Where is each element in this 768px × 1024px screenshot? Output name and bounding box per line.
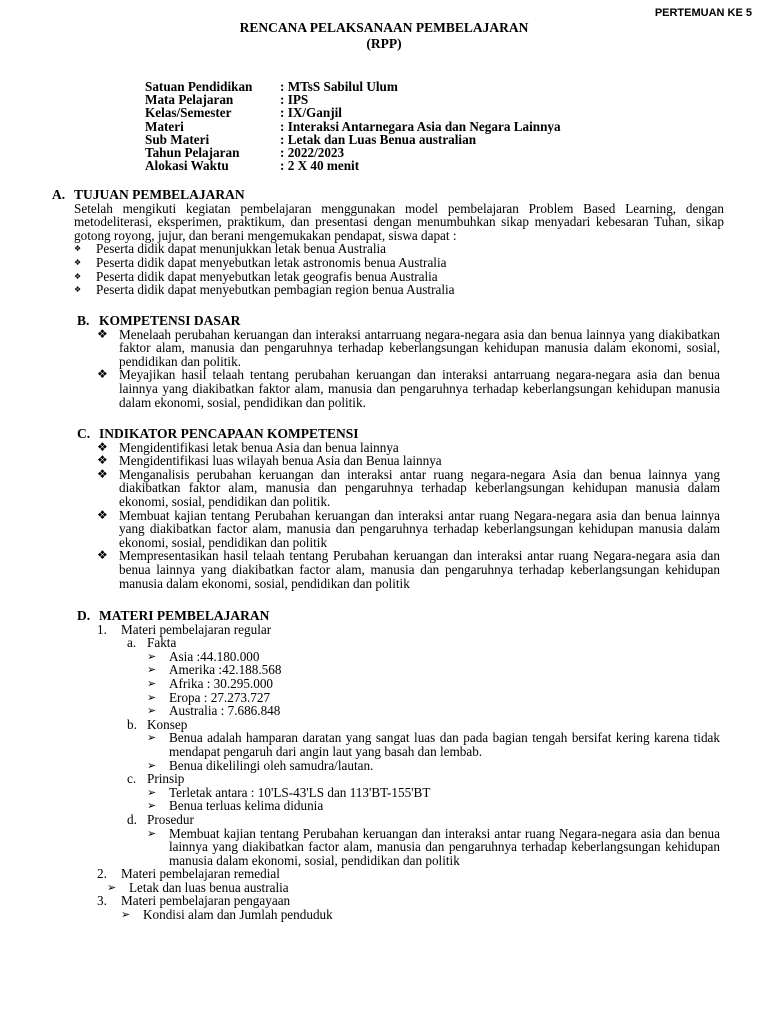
info-value: : Letak dan Luas Benua australian [280,131,477,147]
section-kompetensi-dasar [77,314,720,409]
list-item [147,799,720,813]
list-item [74,270,724,284]
section-heading [77,314,720,328]
list-item [97,368,720,409]
list-item-text: Meyajikan hasil telaah tentang perubahan keruangan dan interaksi antarruang negara-negara asia dan benua lainnya yang diakibatkan faktor alam, manusia dan pengaruhnya terhadap keberlangsungan kehidupan manusia dalam ekonomi, sosial, pendidikan dan politik. [119,367,720,410]
list-item [147,827,720,868]
list-item-text: Membuat kajian tentang Perubahan keruangan dan interaksi antar ruang Negara-negara asia dan benua lainnya yang diakibatkan factor alam, manusia dan pengaruhnya terhadap keberlangsungan kehidupan manusia dalam ekonomi, sosial, pendidikan dan politik [119,507,720,550]
section-title: MATERI PEMBELAJARAN [99,608,270,623]
info-value: : MTsS Sabilul Ulum [280,79,398,94]
list-item [107,881,720,895]
diamond-bullet-icon: ❖ [97,466,108,481]
section-title: TUJUAN PEMBELAJARAN [74,187,245,202]
list-item [74,242,724,256]
arrow-bullet-icon: ➢ [147,676,157,690]
diamond-bullet-icon: ❖ [97,326,108,341]
item-text: Materi pembelajaran regular [121,621,272,637]
diamond-bullet-icon: ❖ [97,367,108,382]
diamond-bullet-icon: ❖ [97,507,108,522]
numbered-item [97,867,720,881]
list-item-text: Benua terluas kelima didunia [169,798,324,814]
item-text: Materi pembelajaran pengayaan [121,893,291,909]
list-item-text: Mempresentasikan hasil telaah tentang Perubahan keruangan dan interaksi antar ruang Negara-negara asia dan benua lainnya yang diakibatkan factor alam, manusia dan pengaruhnya terhadap keberlangsungan kehidupan manusia dalam ekonomi, sosial, pendidikan dan politik [119,548,720,591]
sub-letter: d. [127,811,137,827]
list-item-text: Benua adalah hamparan daratan yang sangat luas dan pada bagian tengah bersifat kering karena tidak mendapat pengaruh dari angin laut yang basah dan lembab. [169,730,720,759]
numbered-item [97,623,720,637]
info-label: Tahun Pelajaran [145,144,240,160]
list-item [97,468,720,509]
section-indikator [77,427,720,590]
list-item [147,677,720,691]
numbered-item [97,894,720,908]
list-item [147,731,720,758]
info-label: Materi [145,118,184,134]
info-value: : 2 X 40 menit [280,158,360,174]
list-item-text: Peserta didik dapat menyebutkan letak geografis benua Australia [96,268,438,284]
info-row [145,133,561,146]
list-item-text: Peserta didik dapat menyebutkan pembagian region benua Australia [96,282,455,298]
arrow-bullet-icon: ➢ [147,758,157,772]
section-heading [52,188,724,202]
section-letter: B. [77,313,90,328]
info-label: Alokasi Waktu [145,158,229,174]
list-item-text: Peserta didik dapat menyebutkan letak astronomis benua Australia [96,254,447,270]
list-item [147,704,720,718]
list-item [147,691,720,705]
list-item [97,549,720,590]
section-heading [77,609,720,623]
list-item-text: Asia :44.180.000 [169,648,260,664]
intro-paragraph: Setelah mengikuti kegiatan pembelajaran menggunakan model pembelajaran Problem Based Learning, dengan metodeliterasi, eksperimen, praktikum, dan presentasi dengan menumbuhkan sikap menyadari kebesaran Tuhan, sikap gotong royong, jujur, dan berani mengemukakan pendapat, siswa dapat : [74,200,724,243]
section-title: KOMPETENSI DASAR [99,313,241,328]
info-label: Mata Pelajaran [145,92,234,108]
sub-label: Prinsip [147,771,185,787]
diamond-bullet-icon: ❖ [74,244,82,254]
list-item-text: Amerika :42.188.568 [169,662,282,678]
info-row [145,120,561,133]
diamond-bullet-icon: ❖ [74,285,82,295]
list-item [97,441,720,455]
identity-block [145,80,561,172]
arrow-bullet-icon: ➢ [147,663,157,677]
arrow-bullet-icon: ➢ [147,690,157,704]
list-item-text: Afrika : 30.295.000 [169,675,274,691]
info-value: : IX/Ganjil [280,105,342,121]
info-row [145,159,561,172]
diamond-bullet-icon: ❖ [74,257,82,267]
list-item [97,454,720,468]
section-letter: A. [52,187,66,202]
arrow-bullet-icon: ➢ [107,880,117,894]
list-item-text: Peserta didik dapat menunjukkan letak benua Australia [96,241,387,257]
list-item-text: Menelaah perubahan keruangan dan interaksi antarruang negara-negara asia dan benua lainnya yang diakibatkan faktor alam, manusia dan pengaruhnya terhadap keberlangsungan kehidupan manusia dalam ekonomi, sosial, pendidikan dan politik. [119,326,720,369]
sub-item [127,813,720,827]
item-number: 2. [97,866,107,882]
item-text: Materi pembelajaran remedial [121,866,280,882]
list-item-text: Australia : 7.686.848 [169,703,281,719]
list-item-text: Terletak antara : 10'LS-43'LS dan 113'BT-155'BT [169,784,431,800]
diamond-bullet-icon: ❖ [97,439,108,454]
pertemuan-label: PERTEMUAN KE 5 [654,7,752,19]
list-item-text: Eropa : 27.273.727 [169,689,271,705]
sub-label: Fakta [147,635,177,651]
section-letter: C. [77,426,91,441]
list-item-text: Letak dan luas benua australia [129,879,289,895]
sub-label: Konsep [147,716,188,732]
section-title: INDIKATOR PENCAPAAN KOMPETENSI [99,426,359,441]
list-item [74,283,724,297]
list-item [121,908,720,922]
section-tujuan [52,188,724,297]
list-item-text: Kondisi alam dan Jumlah penduduk [143,907,333,923]
list-item-text: Membuat kajian tentang Perubahan keruangan dan interaksi antar ruang Negara-negara asia dan benua lainnya yang diakibatkan factor alam, manusia dan pengaruhnya terhadap keberlangsungan kehidupan manusia dalam ekonomi, sosial, pendidikan dan politik [169,825,720,868]
diamond-bullet-icon: ❖ [97,453,108,468]
sub-letter: c. [127,771,137,787]
list-item [147,663,720,677]
list-item-text: Benua dikelilingi oleh samudra/lautan. [169,757,374,773]
list-item-text: Mengidentifikasi letak benua Asia dan benua lainnya [119,439,399,455]
section-materi [77,609,720,922]
sub-item [127,636,720,650]
arrow-bullet-icon: ➢ [121,908,131,922]
sub-label: Prosedur [147,811,194,827]
diamond-bullet-icon: ❖ [74,271,82,281]
info-value: : IPS [280,92,309,108]
arrow-bullet-icon: ➢ [147,799,157,813]
info-label: Kelas/Semester [145,105,232,121]
arrow-bullet-icon: ➢ [147,704,157,718]
list-item [147,786,720,800]
arrow-bullet-icon: ➢ [147,649,157,663]
sub-item [127,772,720,786]
item-number: 1. [97,621,107,637]
section-heading [77,427,720,441]
info-value: : Interaksi Antarnegara Asia dan Negara Lainnya [280,118,561,134]
sub-letter: a. [127,635,137,651]
item-number: 3. [97,893,107,909]
sub-letter: b. [127,716,137,732]
document-subtitle: (RPP) [366,36,402,51]
info-row [145,106,561,119]
list-item [97,328,720,369]
info-value: : 2022/2023 [280,144,345,160]
document-title: RENCANA PELAKSANAAN PEMBELAJARAN [239,20,529,35]
arrow-bullet-icon: ➢ [147,826,157,840]
info-label: Sub Materi [145,131,210,147]
section-letter: D. [77,608,91,623]
diamond-bullet-icon: ❖ [97,548,108,563]
list-item [97,509,720,550]
list-item-text: Menganalisis perubahan keruangan dan interaksi antar ruang negara-negara Asia dan benua lainnya yang diakibatkan faktor alam, manusia dan pengaruhnya terhadap keberlangsungan kehidupan manusia dalam ekonomi, sosial, pendidikan dan politik. [119,466,720,509]
list-item [147,650,720,664]
sub-item [127,718,720,732]
info-label: Satuan Pendidikan [145,79,253,94]
list-item [147,759,720,773]
arrow-bullet-icon: ➢ [147,785,157,799]
list-item-text: Mengidentifikasi luas wilayah benua Asia dan Benua lainnya [119,453,442,469]
list-item [74,256,724,270]
arrow-bullet-icon: ➢ [147,731,157,745]
